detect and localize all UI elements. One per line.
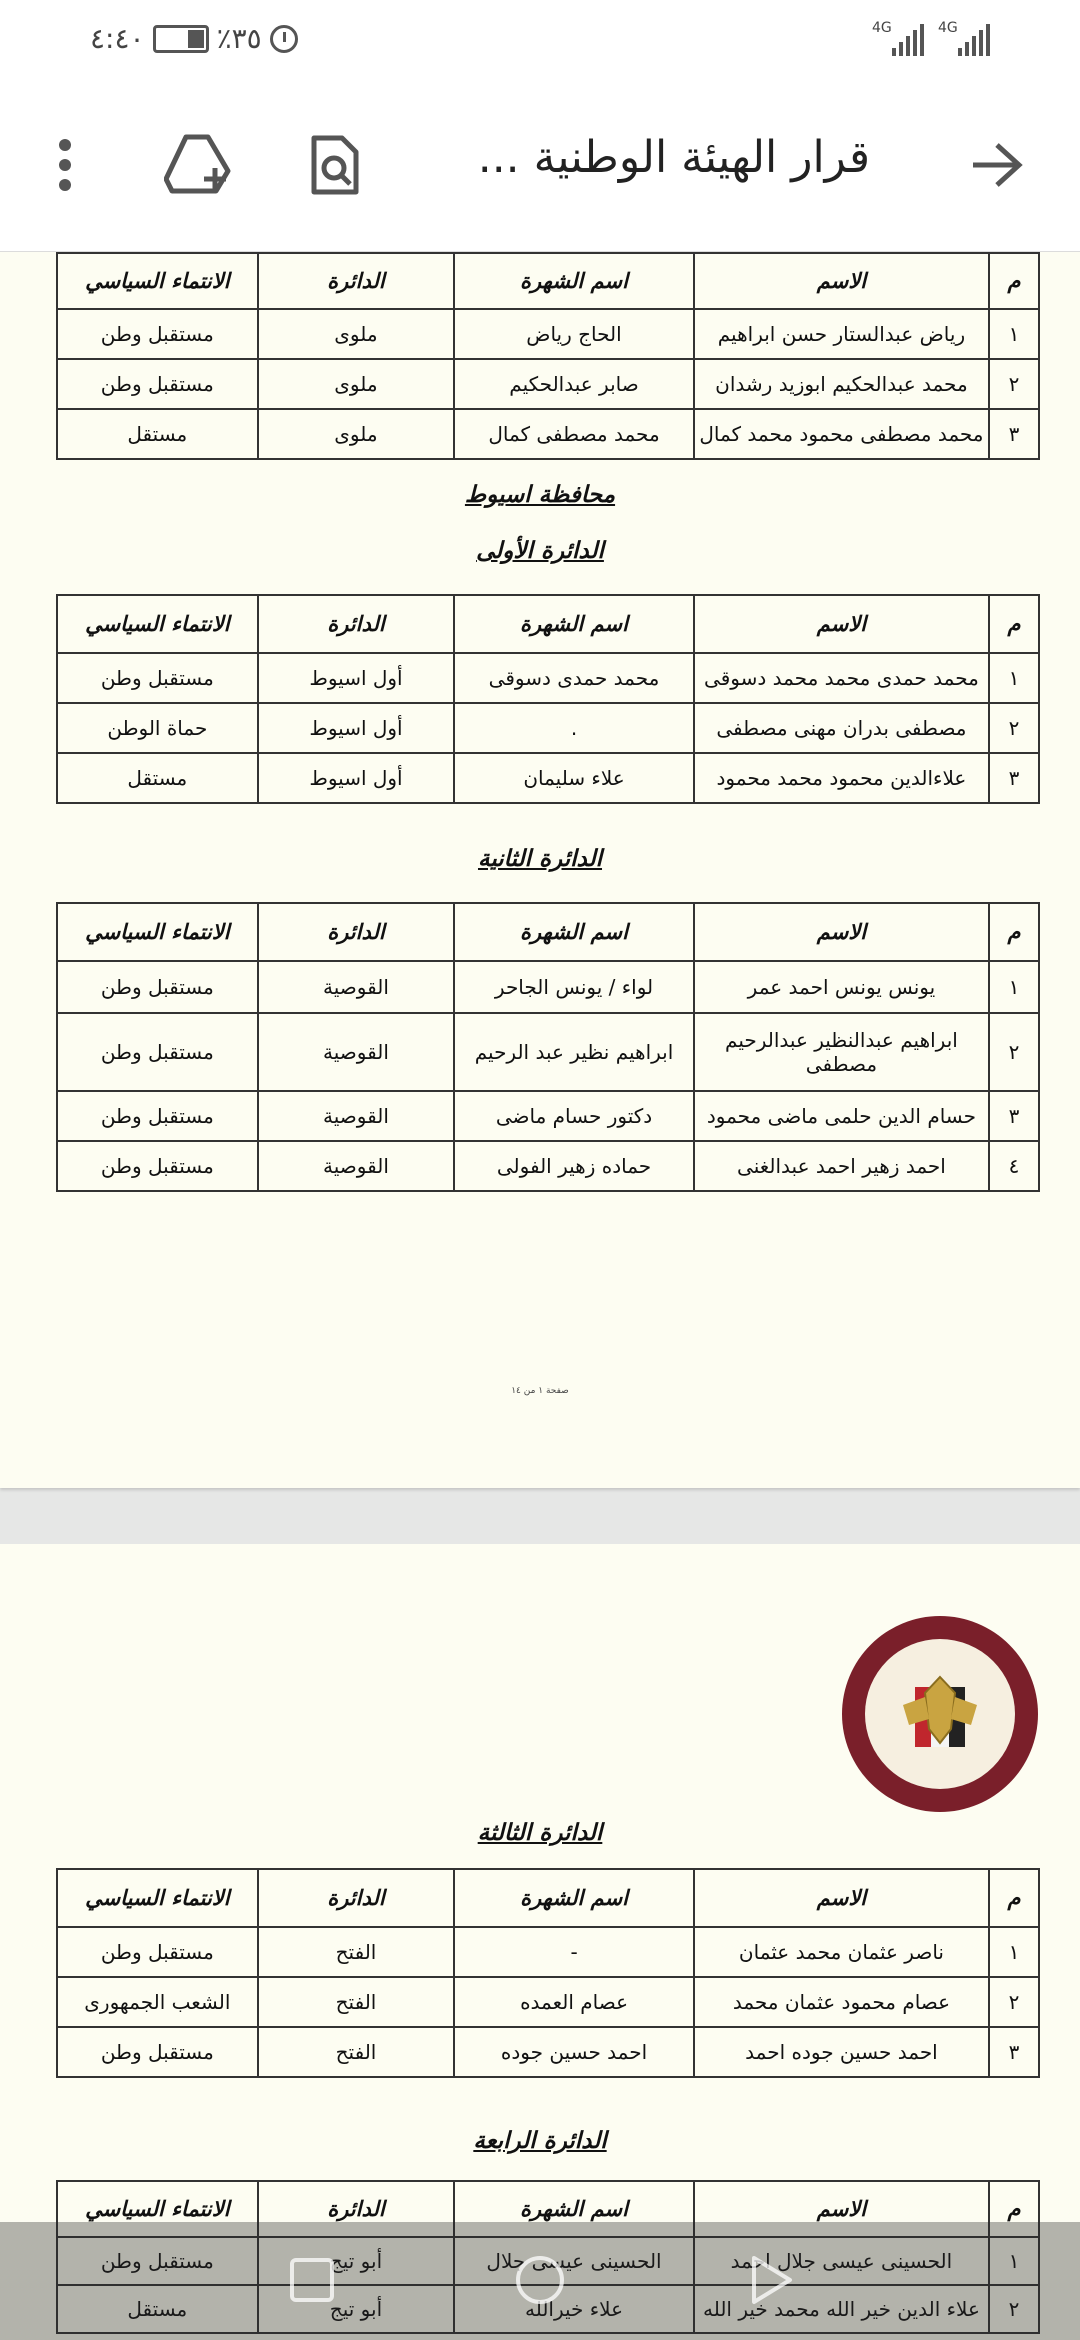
cell-party: مستقل: [57, 2285, 258, 2333]
cell-fame: .: [454, 703, 693, 753]
add-to-drive-button[interactable]: [158, 130, 238, 200]
cell-party: مستقل: [57, 753, 258, 803]
header-district: الدائرة: [258, 253, 455, 309]
cell-name: احمد زهير احمد عبدالغنى: [694, 1141, 989, 1191]
header-name: الاسم: [694, 595, 989, 653]
candidates-table-0: [56, 252, 1040, 460]
cell-party: مستقل: [57, 409, 258, 459]
header-party: الانتماء السياسي: [57, 2181, 258, 2237]
table-row: [57, 703, 1039, 753]
back-button[interactable]: [962, 130, 1032, 200]
cell-fame: ابراهيم نظير عبد الرحيم: [454, 1013, 693, 1091]
status-right: [872, 22, 990, 56]
cell-district: الفتح: [258, 1977, 455, 2027]
header-num: م: [989, 903, 1039, 961]
cell-fame: عصام العمده: [454, 1977, 694, 2027]
governorate-heading: محافظة اسيوط: [464, 482, 616, 508]
cell-fame: لواء / يونس الجاحر: [454, 961, 693, 1013]
header-fame: اسم الشهرة: [454, 253, 694, 309]
cell-fame: حماده زهير الفولى: [454, 1141, 693, 1191]
cell-district: أبو تيج: [258, 2237, 455, 2285]
cell-district: أبو تيج: [258, 2285, 455, 2333]
home-button[interactable]: [510, 2250, 570, 2310]
header-fame: اسم الشهرة: [454, 2181, 694, 2237]
header-num: م: [989, 595, 1039, 653]
more-vert-icon: [55, 137, 75, 193]
cell-num: ١: [989, 309, 1039, 359]
header-num: م: [989, 1869, 1039, 1927]
cell-party: مستقبل وطن: [57, 1927, 258, 1977]
network-type-2: 4G: [938, 20, 958, 36]
table-row: [57, 753, 1039, 803]
cell-name: ناصر عثمان محمد عثمان: [694, 1927, 989, 1977]
cell-name: محمد حمدى محمد محمد دسوقى: [694, 653, 989, 703]
find-in-document-button[interactable]: [300, 130, 370, 200]
cell-party: مستقبل وطن: [57, 309, 258, 359]
cell-num: ١: [989, 2237, 1039, 2285]
cell-party: مستقبل وطن: [57, 653, 258, 703]
cell-fame: علاء خيرالله: [454, 2285, 694, 2333]
cell-num: ٢: [989, 359, 1039, 409]
header-num: م: [989, 2181, 1039, 2237]
back-nav-button[interactable]: [740, 2250, 800, 2310]
cell-name: حسام الدين حلمى ماضى محمود: [694, 1091, 989, 1141]
election-authority-seal: [842, 1616, 1038, 1812]
cell-district: أول اسيوط: [258, 703, 455, 753]
table-row: [57, 309, 1039, 359]
cell-fame: الحسينى عيسى جلال: [454, 2237, 694, 2285]
cell-district: أول اسيوط: [258, 653, 455, 703]
cell-fame: صابر عبدالحكيم: [454, 359, 694, 409]
table-row: [57, 1977, 1039, 2027]
add-to-drive-icon: [164, 133, 232, 197]
cell-fame: الحاج رياض: [454, 309, 694, 359]
alarm-icon: [270, 25, 298, 53]
clock: ٤:٤٠: [90, 22, 145, 55]
cell-district: القوصية: [258, 961, 455, 1013]
cell-name: محمد مصطفى محمود محمد كمال: [694, 409, 989, 459]
cell-name: رياض عبدالستار حسن ابراهيم: [694, 309, 989, 359]
cell-district: القوصية: [258, 1091, 455, 1141]
cell-party: مستقبل وطن: [57, 359, 258, 409]
navigation-bar: [0, 2222, 1080, 2340]
cell-party: مستقبل وطن: [57, 1091, 258, 1141]
header-fame: اسم الشهرة: [454, 903, 693, 961]
battery-icon: [153, 25, 209, 53]
cell-fame: -: [454, 1927, 694, 1977]
candidates-table-district-2: [56, 902, 1040, 1192]
cell-num: ١: [989, 1927, 1039, 1977]
status-bar: [0, 0, 1080, 80]
document-page-2[interactable]: [0, 1544, 1080, 2340]
cell-num: ٢: [989, 703, 1039, 753]
header-district: الدائرة: [258, 595, 455, 653]
cell-num: ٣: [989, 1091, 1039, 1141]
more-options-button[interactable]: [30, 130, 100, 200]
arrow-right-icon: [971, 142, 1023, 188]
cell-party: مستقبل وطن: [57, 1013, 258, 1091]
cell-num: ٢: [989, 1977, 1039, 2027]
cell-fame: احمد حسين جوده: [454, 2027, 694, 2077]
cell-fame: محمد مصطفى كمال: [454, 409, 694, 459]
cell-party: مستقبل وطن: [57, 961, 258, 1013]
cell-fame: محمد حمدى دسوقى: [454, 653, 693, 703]
cell-name: عصام محمود عثمان محمد: [694, 1977, 989, 2027]
document-page-1[interactable]: [0, 252, 1080, 1488]
header-party: الانتماء السياسي: [57, 253, 258, 309]
cell-num: ٣: [989, 2027, 1039, 2077]
cell-party: حماة الوطن: [57, 703, 258, 753]
header-name: الاسم: [694, 2181, 989, 2237]
table-row: [57, 359, 1039, 409]
cell-name: ابراهيم عبدالنظير عبدالرحيم مصطفى: [694, 1013, 989, 1091]
header-fame: اسم الشهرة: [454, 1869, 694, 1927]
cell-name: علاء الدين خير الله محمد خير الله: [694, 2285, 989, 2333]
recents-square-icon: [282, 2250, 342, 2310]
header-num: م: [989, 253, 1039, 309]
signal-icon: [872, 22, 924, 56]
doc-search-icon: [310, 134, 360, 196]
district-heading: الدائرة الرابعة: [473, 2128, 607, 2154]
cell-name: علاءالدين محمود محمد محمود: [694, 753, 989, 803]
cell-party: مستقبل وطن: [57, 2237, 258, 2285]
cell-num: ٢: [989, 2285, 1039, 2333]
candidates-table-district-1: [56, 594, 1040, 804]
table-row: [57, 1013, 1039, 1091]
table-row: [57, 1927, 1039, 1977]
table-row: [57, 2027, 1039, 2077]
app-toolbar: [0, 80, 1080, 252]
district-heading: الدائرة الأولى: [476, 538, 604, 564]
cell-num: ٣: [989, 753, 1039, 803]
candidates-table-district-3: [56, 1868, 1040, 2078]
eagle-emblem-icon: [885, 1659, 995, 1769]
header-party: الانتماء السياسي: [57, 1869, 258, 1927]
table-row: [57, 409, 1039, 459]
header-party: الانتماء السياسي: [57, 903, 258, 961]
header-district: الدائرة: [258, 2181, 455, 2237]
cell-num: ١: [989, 961, 1039, 1013]
district-heading: الدائرة الثانية: [477, 846, 603, 872]
recents-button[interactable]: [282, 2250, 342, 2310]
network-type-1: 4G: [872, 20, 892, 36]
signal-icon-2: [938, 22, 990, 56]
home-circle-icon: [510, 2250, 570, 2310]
cell-party: مستقبل وطن: [57, 1141, 258, 1191]
table-row: [57, 1091, 1039, 1141]
cell-num: ٢: [989, 1013, 1039, 1091]
cell-name: الحسينى عيسى جلال احمد: [694, 2237, 989, 2285]
header-district: الدائرة: [258, 1869, 455, 1927]
cell-fame: دكتور حسام ماضى: [454, 1091, 693, 1141]
cell-fame: علاء سليمان: [454, 753, 693, 803]
document-title: قرار الهيئة الوطنية ...: [477, 132, 870, 183]
cell-district: ملوى: [258, 409, 455, 459]
cell-district: القوصية: [258, 1013, 455, 1091]
cell-num: ٤: [989, 1141, 1039, 1191]
cell-district: الفتح: [258, 2027, 455, 2077]
header-name: الاسم: [694, 903, 989, 961]
header-name: الاسم: [694, 253, 989, 309]
cell-name: يونس يونس احمد عمر: [694, 961, 989, 1013]
back-triangle-icon: [740, 2250, 800, 2310]
page-footer: صفحة ١ من ١٤: [511, 1386, 569, 1396]
district-heading: الدائرة الثالثة: [477, 1820, 603, 1846]
cell-num: ٣: [989, 409, 1039, 459]
table-row: [57, 1141, 1039, 1191]
table-row: [57, 653, 1039, 703]
cell-district: ملوى: [258, 359, 455, 409]
cell-district: القوصية: [258, 1141, 455, 1191]
status-left: [90, 22, 298, 55]
header-district: الدائرة: [258, 903, 455, 961]
cell-district: الفتح: [258, 1927, 455, 1977]
cell-party: مستقبل وطن: [57, 2027, 258, 2077]
header-name: الاسم: [694, 1869, 989, 1927]
cell-district: ملوى: [258, 309, 455, 359]
cell-name: احمد حسين جوده احمد: [694, 2027, 989, 2077]
cell-name: محمد عبدالحكيم ابوزيد رشدان: [694, 359, 989, 409]
cell-district: أول اسيوط: [258, 753, 455, 803]
header-party: الانتماء السياسي: [57, 595, 258, 653]
cell-party: الشعب الجمهورى: [57, 1977, 258, 2027]
header-fame: اسم الشهرة: [454, 595, 693, 653]
battery-percent: ٪٣٥: [216, 22, 262, 55]
table-row: [57, 961, 1039, 1013]
cell-num: ١: [989, 653, 1039, 703]
cell-name: مصطفى بدران مهنى مصطفى: [694, 703, 989, 753]
